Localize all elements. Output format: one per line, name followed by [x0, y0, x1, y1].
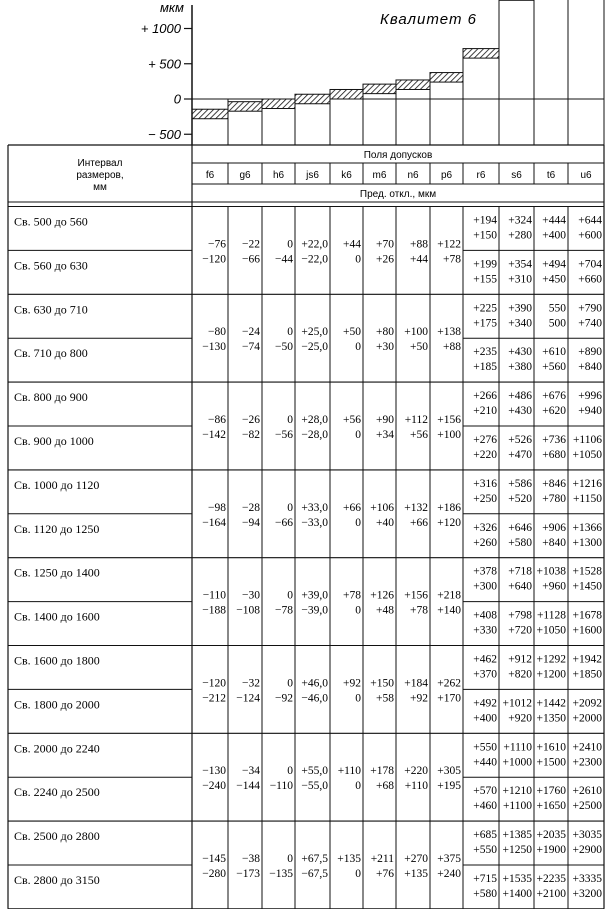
interval-label: Св. 560 до 630 — [14, 258, 88, 273]
upper-deviation: +676 — [542, 390, 566, 403]
axis-tick-label: 0 — [173, 91, 181, 107]
interval-header: мм — [93, 182, 107, 193]
upper-deviation: +2410 — [572, 741, 602, 754]
interval-label: Св. 2500 до 2800 — [14, 829, 100, 844]
lower-deviation: +1250 — [502, 844, 532, 857]
lower-deviation: +100 — [437, 429, 461, 441]
lower-deviation: +2100 — [536, 888, 566, 900]
upper-deviation: +80 — [376, 326, 394, 339]
upper-deviation: +2610 — [572, 785, 602, 798]
upper-deviation: +100 — [404, 326, 428, 339]
lower-deviation: 0 — [355, 692, 361, 705]
lower-deviation: +260 — [473, 536, 497, 549]
upper-deviation: +25,0 — [301, 326, 328, 339]
upper-deviation: +586 — [508, 477, 532, 490]
interval-label: Св. 1120 до 1250 — [14, 521, 100, 536]
upper-deviation: +1110 — [503, 741, 532, 754]
upper-deviation: +88 — [410, 238, 428, 251]
lower-deviation: +1650 — [536, 800, 566, 813]
upper-deviation: +46,0 — [301, 677, 328, 690]
upper-deviation: +110 — [337, 765, 361, 778]
lower-deviation: +580 — [473, 888, 497, 900]
upper-deviation: +122 — [437, 238, 461, 251]
diagram-title: Квалитет 6 — [380, 11, 477, 28]
lower-deviation: −173 — [236, 868, 260, 880]
lower-deviation: −50 — [275, 341, 293, 354]
upper-deviation: +912 — [508, 653, 532, 666]
axis-tick-label: + 1000 — [140, 21, 181, 36]
lower-deviation: +340 — [508, 317, 532, 330]
lower-deviation: +76 — [376, 868, 394, 880]
interval-label: Св. 900 до 1000 — [14, 434, 94, 448]
field-header-k6: k6 — [341, 170, 352, 181]
upper-deviation: +270 — [404, 853, 428, 865]
lower-deviation: +780 — [542, 492, 566, 505]
upper-deviation: +326 — [473, 521, 497, 534]
lower-deviation: +580 — [508, 536, 532, 549]
upper-deviation: +462 — [473, 653, 497, 666]
lower-deviation: −67,5 — [301, 868, 328, 880]
lower-deviation: +300 — [473, 580, 497, 593]
lower-deviation: −142 — [202, 429, 226, 441]
lower-deviation: +330 — [473, 624, 497, 637]
lower-deviation: +310 — [508, 273, 532, 286]
upper-deviation: +225 — [473, 302, 497, 315]
upper-deviation: +375 — [437, 853, 461, 865]
upper-deviation: +39,0 — [301, 589, 328, 602]
upper-deviation: +1610 — [536, 741, 566, 754]
field-header-s6: s6 — [511, 170, 522, 181]
lower-deviation: +170 — [437, 692, 461, 705]
lower-deviation: +2300 — [572, 756, 602, 769]
lower-deviation: +78 — [443, 253, 461, 266]
lower-deviation: +150 — [473, 229, 497, 242]
upper-deviation: +33,0 — [301, 501, 328, 514]
lower-deviation: +210 — [473, 405, 497, 418]
upper-deviation: +494 — [542, 258, 566, 271]
lower-deviation: +280 — [508, 229, 532, 242]
lower-deviation: +1450 — [572, 580, 602, 593]
lower-deviation: +2000 — [572, 712, 602, 725]
upper-deviation: −80 — [208, 326, 226, 339]
upper-deviation: +55,0 — [301, 765, 328, 778]
lower-deviation: +430 — [508, 405, 532, 418]
upper-deviation: +50 — [343, 326, 361, 339]
field-header-p6: p6 — [440, 170, 453, 181]
lower-deviation: 0 — [355, 253, 361, 266]
deviation-unit-header: Пред. откл., мкм — [359, 189, 437, 200]
lower-deviation: +40 — [376, 516, 394, 529]
upper-deviation: +610 — [542, 346, 566, 359]
upper-deviation: +3335 — [572, 873, 602, 885]
lower-deviation: +1000 — [502, 756, 532, 769]
lower-deviation: −82 — [242, 429, 260, 441]
field-header-u6: u6 — [580, 170, 592, 181]
lower-deviation: −22,0 — [301, 253, 328, 266]
field-header-r6: r6 — [476, 170, 486, 181]
fields-group-header: Поля допусков — [363, 150, 433, 161]
upper-deviation: +1678 — [572, 609, 602, 622]
upper-deviation: −38 — [242, 853, 260, 865]
interval-label: Св. 710 до 800 — [14, 346, 88, 361]
upper-deviation: +1760 — [536, 785, 566, 798]
upper-deviation: +354 — [508, 258, 532, 271]
upper-deviation: 0 — [287, 765, 293, 778]
interval-header: размеров, — [76, 170, 124, 181]
lower-deviation: −44 — [275, 253, 293, 266]
upper-deviation: +1942 — [572, 653, 602, 666]
upper-deviation: +305 — [437, 765, 461, 778]
field-header-js6: js6 — [306, 170, 319, 181]
lower-deviation: +195 — [437, 780, 461, 793]
lower-deviation: +48 — [376, 604, 394, 617]
upper-deviation: +2035 — [536, 829, 566, 842]
lower-deviation: +30 — [376, 341, 394, 354]
lower-deviation: +660 — [578, 273, 602, 286]
upper-deviation: +66 — [343, 501, 361, 514]
lower-deviation: −188 — [202, 604, 226, 617]
interval-label: Св. 1250 до 1400 — [14, 565, 100, 580]
lower-deviation: 0 — [355, 429, 361, 441]
lower-deviation: −66 — [275, 516, 293, 529]
field-header-t6: t6 — [546, 170, 556, 181]
lower-deviation: +26 — [376, 253, 394, 266]
upper-deviation: +218 — [437, 589, 461, 602]
lower-deviation: +1100 — [502, 800, 532, 813]
field-header-g6: g6 — [239, 170, 251, 181]
upper-deviation: +276 — [473, 434, 497, 446]
upper-deviation: +135 — [337, 853, 361, 865]
upper-deviation: −130 — [202, 765, 226, 778]
lower-deviation: 500 — [548, 317, 566, 330]
lower-deviation: +88 — [443, 341, 461, 354]
upper-deviation: +736 — [542, 434, 566, 446]
lower-deviation: +460 — [473, 800, 497, 813]
lower-deviation: −110 — [269, 780, 293, 793]
lower-deviation: +140 — [437, 604, 461, 617]
lower-deviation: +680 — [542, 449, 566, 461]
upper-deviation: 0 — [287, 414, 293, 426]
lower-deviation: −46,0 — [301, 692, 328, 705]
upper-deviation: +1385 — [502, 829, 532, 842]
upper-deviation: +2235 — [536, 873, 566, 885]
upper-deviation: +715 — [473, 873, 497, 885]
lower-deviation: +380 — [508, 361, 532, 374]
upper-deviation: +1038 — [536, 565, 566, 578]
lower-deviation: +66 — [410, 516, 428, 529]
upper-deviation: +996 — [578, 390, 602, 403]
interval-label: Св. 1000 до 1120 — [14, 477, 100, 492]
upper-deviation: −24 — [242, 326, 260, 339]
lower-deviation: +520 — [508, 492, 532, 505]
lower-deviation: −55,0 — [301, 780, 328, 793]
lower-deviation: +1850 — [572, 668, 602, 681]
upper-deviation: 0 — [287, 677, 293, 690]
upper-deviation: +56 — [343, 414, 361, 426]
upper-deviation: +1106 — [572, 434, 602, 446]
lower-deviation: −240 — [202, 780, 226, 793]
upper-deviation: +106 — [370, 501, 394, 514]
upper-deviation: −120 — [202, 677, 226, 690]
lower-deviation: +1350 — [536, 712, 566, 725]
lower-deviation: +720 — [508, 624, 532, 637]
lower-deviation: −94 — [242, 516, 260, 529]
diagram-unit: мкм — [160, 0, 184, 15]
lower-deviation: 0 — [355, 604, 361, 617]
upper-deviation: +378 — [473, 565, 497, 578]
interval-label: Св. 1800 до 2000 — [14, 697, 100, 712]
upper-deviation: +550 — [473, 741, 497, 754]
lower-deviation: −120 — [202, 253, 226, 266]
upper-deviation: −86 — [208, 414, 226, 426]
lower-deviation: +175 — [473, 317, 497, 330]
upper-deviation: 0 — [287, 238, 293, 251]
lower-deviation: +220 — [473, 449, 497, 461]
lower-deviation: +400 — [473, 712, 497, 725]
lower-deviation: +840 — [542, 536, 566, 549]
lower-deviation: +92 — [410, 692, 428, 705]
lower-deviation: +185 — [473, 361, 497, 374]
lower-deviation: −124 — [236, 692, 260, 705]
upper-deviation: +718 — [508, 565, 532, 578]
lower-deviation: −92 — [275, 692, 293, 705]
lower-deviation: +250 — [473, 492, 497, 505]
upper-deviation: +138 — [437, 326, 461, 339]
upper-deviation: −32 — [242, 677, 260, 690]
lower-deviation: −212 — [202, 692, 226, 705]
lower-deviation: +550 — [473, 844, 497, 857]
upper-deviation: +22,0 — [301, 238, 328, 251]
lower-deviation: +240 — [437, 868, 461, 880]
upper-deviation: +324 — [508, 214, 532, 227]
lower-deviation: +400 — [542, 229, 566, 242]
upper-deviation: +194 — [473, 214, 497, 227]
lower-deviation: +1400 — [502, 888, 532, 900]
lower-deviation: +370 — [473, 668, 497, 681]
upper-deviation: +570 — [473, 785, 497, 798]
lower-deviation: −28,0 — [301, 429, 328, 441]
upper-deviation: −30 — [242, 589, 260, 602]
lower-deviation: +1200 — [536, 668, 566, 681]
lower-deviation: +1900 — [536, 844, 566, 857]
upper-deviation: +2092 — [572, 697, 602, 710]
lower-deviation: +440 — [473, 756, 497, 769]
upper-deviation: +199 — [473, 258, 497, 271]
upper-deviation: +846 — [542, 477, 566, 490]
lower-deviation: −39,0 — [301, 604, 328, 617]
upper-deviation: −110 — [202, 589, 226, 602]
upper-deviation: +262 — [437, 677, 461, 690]
lower-deviation: −280 — [202, 868, 226, 880]
upper-deviation: +1216 — [572, 477, 602, 490]
lower-deviation: +450 — [542, 273, 566, 286]
upper-deviation: +186 — [437, 501, 461, 514]
lower-deviation: +600 — [578, 229, 602, 242]
interval-label: Св. 1400 до 1600 — [14, 609, 100, 624]
upper-deviation: +70 — [376, 238, 394, 251]
upper-deviation: −34 — [242, 765, 260, 778]
upper-deviation: +1442 — [536, 697, 566, 710]
upper-deviation: +132 — [404, 501, 428, 514]
upper-deviation: +156 — [404, 589, 428, 602]
upper-deviation: +92 — [343, 677, 361, 690]
upper-deviation: +1528 — [572, 565, 602, 578]
lower-deviation: +110 — [404, 780, 428, 793]
lower-deviation: −144 — [236, 780, 260, 793]
upper-deviation: +526 — [508, 434, 532, 446]
lower-deviation: −66 — [242, 253, 260, 266]
upper-deviation: −145 — [202, 853, 226, 865]
lower-deviation: +1300 — [572, 536, 602, 549]
upper-deviation: +1292 — [536, 653, 566, 666]
upper-deviation: +644 — [578, 214, 602, 227]
lower-deviation: 0 — [355, 780, 361, 793]
upper-deviation: −28 — [242, 501, 260, 514]
upper-deviation: −76 — [208, 238, 226, 251]
upper-deviation: −22 — [242, 238, 260, 251]
upper-deviation: +1535 — [502, 873, 532, 885]
lower-deviation: −56 — [275, 429, 293, 441]
upper-deviation: +112 — [404, 414, 428, 426]
upper-deviation: 550 — [548, 302, 566, 315]
lower-deviation: −164 — [202, 516, 226, 529]
interval-label: Св. 800 до 900 — [14, 390, 88, 405]
lower-deviation: +34 — [376, 429, 394, 441]
field-header-h6: h6 — [272, 170, 285, 181]
interval-label: Св. 500 до 560 — [14, 214, 88, 229]
lower-deviation: +155 — [473, 273, 497, 286]
lower-deviation: −108 — [236, 604, 260, 617]
upper-deviation: +685 — [473, 829, 497, 842]
upper-deviation: 0 — [287, 853, 293, 865]
upper-deviation: +1210 — [502, 785, 532, 798]
interval-label: Св. 2800 до 3150 — [14, 873, 100, 887]
lower-deviation: +3200 — [572, 888, 602, 900]
lower-deviation: +960 — [542, 580, 566, 593]
upper-deviation: 0 — [287, 326, 293, 339]
upper-deviation: +44 — [343, 238, 361, 251]
lower-deviation: +640 — [508, 580, 532, 593]
upper-deviation: −26 — [242, 414, 260, 426]
lower-deviation: +56 — [410, 429, 428, 441]
lower-deviation: +840 — [578, 361, 602, 374]
lower-deviation: +44 — [410, 253, 428, 266]
upper-deviation: +390 — [508, 302, 532, 315]
axis-tick-label: − 500 — [148, 126, 181, 142]
lower-deviation: +1600 — [572, 624, 602, 637]
interval-label: Св. 2000 до 2240 — [14, 741, 100, 756]
upper-deviation: +178 — [370, 765, 394, 778]
interval-label: Св. 1600 до 1800 — [14, 653, 100, 668]
lower-deviation: +120 — [437, 516, 461, 529]
upper-deviation: 0 — [287, 501, 293, 514]
upper-deviation: +126 — [370, 589, 394, 602]
lower-deviation: 0 — [355, 341, 361, 354]
lower-deviation: −25,0 — [301, 341, 328, 354]
upper-deviation: +1012 — [502, 697, 532, 710]
lower-deviation: +560 — [542, 361, 566, 374]
upper-deviation: +28,0 — [301, 414, 328, 426]
lower-deviation: −74 — [242, 341, 260, 354]
upper-deviation: +235 — [473, 346, 497, 359]
upper-deviation: +444 — [542, 214, 566, 227]
upper-deviation: +150 — [370, 677, 394, 690]
lower-deviation: +620 — [542, 405, 566, 418]
axis-tick-label: + 500 — [148, 56, 181, 72]
upper-deviation: +156 — [437, 414, 461, 426]
upper-deviation: +1366 — [572, 521, 602, 534]
interval-header: Интервал — [77, 158, 123, 169]
upper-deviation: +316 — [473, 477, 497, 490]
lower-deviation: +135 — [404, 868, 428, 880]
field-header-n6: n6 — [407, 170, 419, 181]
lower-deviation: +920 — [508, 712, 532, 725]
lower-deviation: +2900 — [572, 844, 602, 857]
lower-deviation: +1050 — [572, 449, 602, 461]
lower-deviation: +820 — [508, 668, 532, 681]
upper-deviation: +3035 — [572, 829, 602, 842]
lower-deviation: +740 — [578, 317, 602, 330]
upper-deviation: +220 — [404, 765, 428, 778]
lower-deviation: +1150 — [572, 492, 602, 505]
upper-deviation: 0 — [287, 589, 293, 602]
upper-deviation: +1128 — [536, 609, 566, 622]
lower-deviation: +1050 — [536, 624, 566, 637]
upper-deviation: +430 — [508, 346, 532, 359]
lower-deviation: −33,0 — [301, 516, 328, 529]
upper-deviation: +646 — [508, 521, 532, 534]
lower-deviation: −135 — [269, 868, 293, 880]
lower-deviation: −78 — [275, 604, 293, 617]
lower-deviation: +58 — [376, 692, 394, 705]
upper-deviation: +798 — [508, 609, 532, 622]
upper-deviation: +790 — [578, 302, 602, 315]
upper-deviation: +184 — [404, 677, 428, 690]
upper-deviation: +266 — [473, 390, 497, 403]
lower-deviation: 0 — [355, 516, 361, 529]
lower-deviation: +470 — [508, 449, 532, 461]
upper-deviation: +890 — [578, 346, 602, 359]
lower-deviation: +940 — [578, 405, 602, 418]
field-header-m6: m6 — [372, 170, 387, 181]
upper-deviation: +408 — [473, 609, 497, 622]
lower-deviation: −130 — [202, 341, 226, 354]
field-header-f6: f6 — [205, 170, 215, 181]
upper-deviation: +704 — [578, 258, 602, 271]
upper-deviation: +906 — [542, 521, 566, 534]
upper-deviation: +486 — [508, 390, 532, 403]
upper-deviation: +90 — [376, 414, 394, 426]
lower-deviation: +2500 — [572, 800, 602, 813]
upper-deviation: +67,5 — [301, 853, 328, 865]
upper-deviation: +492 — [473, 697, 497, 710]
upper-deviation: −98 — [208, 501, 226, 514]
lower-deviation: +78 — [410, 604, 428, 617]
lower-deviation: +1500 — [536, 756, 566, 769]
interval-label: Св. 2240 до 2500 — [14, 785, 100, 800]
lower-deviation: +50 — [410, 341, 428, 354]
lower-deviation: 0 — [355, 868, 361, 880]
upper-deviation: +211 — [370, 853, 394, 865]
upper-deviation: +78 — [343, 589, 361, 602]
interval-label: Св. 630 до 710 — [14, 302, 88, 317]
lower-deviation: +68 — [376, 780, 394, 793]
